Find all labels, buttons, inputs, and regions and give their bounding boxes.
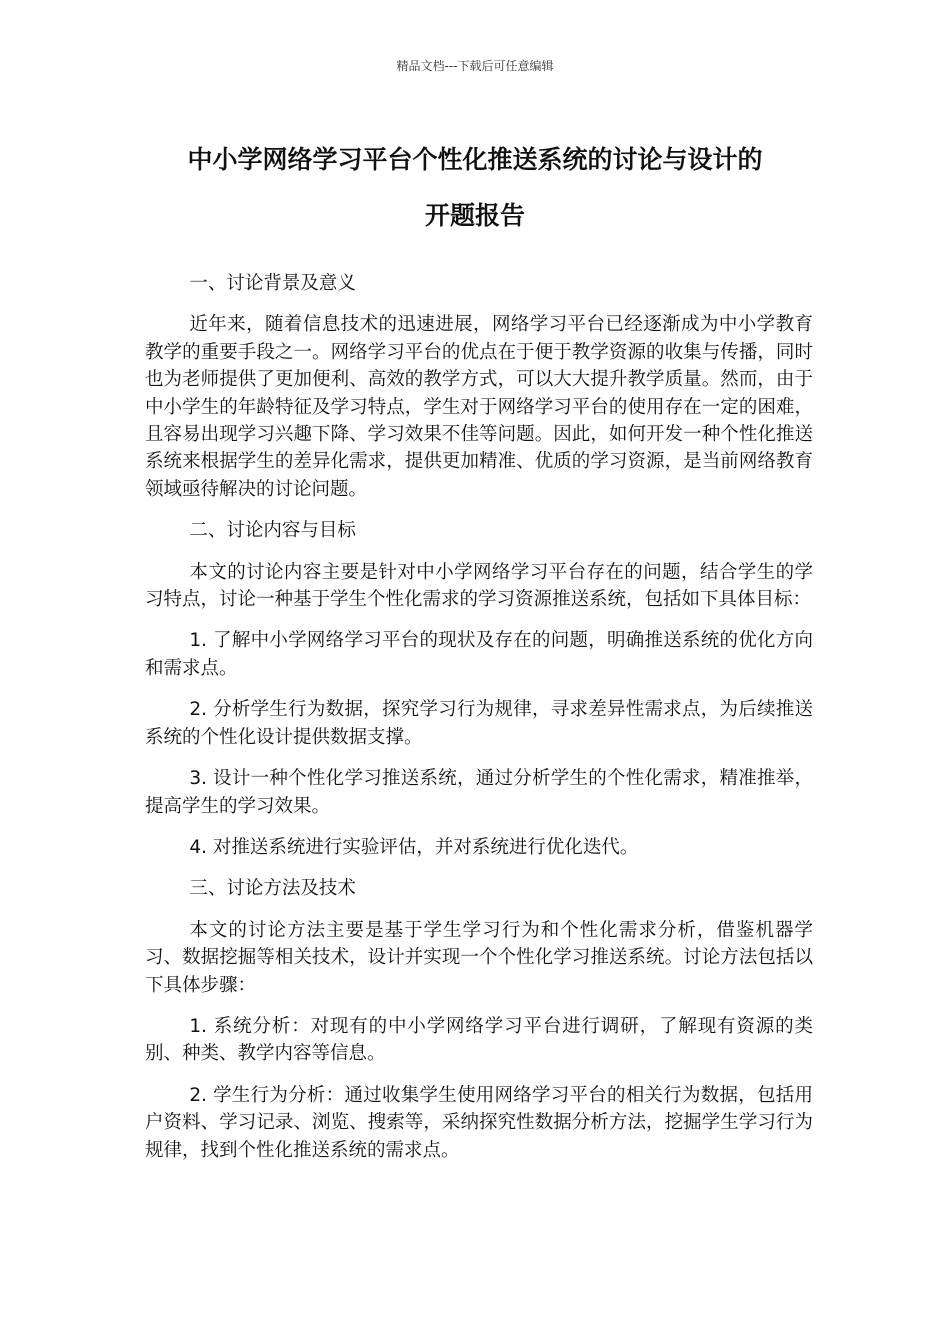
paragraph-content-intro: 本文的讨论内容主要是针对中小学网络学习平台存在的问题，结合学生的学习特点，讨论一种基于学生个性化需求的学习资源推送系统，包括如下具体目标： xyxy=(145,561,813,611)
goal-item-2: 2. 分析学生行为数据，探究学习行为规律，寻求差异性需求点，为后续推送系统的个性化设计提供数据支撑。 xyxy=(145,699,813,748)
goal-item-4: 4. 对推送系统进行实验评估，并对系统进行优化迭代。 xyxy=(189,836,639,858)
paragraph-background: 近年来，随着信息技术的迅速进展，网络学习平台已经逐渐成为中小学教育教学的重要手段之一。网络学习平台的优点在于便于教学资源的收集与传播，同时也为老师提供了更加便利、高效的教学方式，可以大大提升教学质量。然而，由于中小学生的年龄特征及学习特点，学生对于网络学习平台的使用存在一定的困难，且容易出现学习兴趣下降、学习效果不佳等问题。因此，如何开发一种个性化推送系统来根据学生的差异化需求，提供更加精准、优质的学习资源，是当前网络教育领域亟待解决的讨论问题。 xyxy=(145,314,813,500)
document-body xyxy=(145,270,813,1178)
section-heading-methods: 三、讨论方法及技术 xyxy=(189,878,356,900)
method-step-2: 2. 学生行为分析：通过收集学生使用网络学习平台的相关行为数据，包括用户资料、学习记录、浏览、搜索等，采纳探究性数据分析方法，挖掘学生学习行为规律，找到个性化推送系统的需求点。 xyxy=(145,1084,813,1161)
page-header-note: 精品文档---下载后可任意编辑 xyxy=(396,59,554,73)
paragraph-methods-intro: 本文的讨论方法主要是基于学生学习行为和个性化需求分析，借鉴机器学习、数据挖掘等相关技术，设计并实现一个个性化学习推送系统。讨论方法包括以下具体步骤： xyxy=(145,919,813,996)
method-step-1: 1. 系统分析：对现有的中小学网络学习平台进行调研，了解现有资源的类别、种类、教学内容等信息。 xyxy=(145,1015,813,1065)
goal-item-3: 3. 设计一种个性化学习推送系统，通过分析学生的个性化需求，精准推举，提高学生的学习效果。 xyxy=(145,768,813,817)
goal-item-1: 1. 了解中小学网络学习平台的现状及存在的问题，明确推送系统的优化方向和需求点。 xyxy=(145,630,813,679)
section-heading-background: 一、讨论背景及意义 xyxy=(189,273,356,294)
section-heading-content-goals: 二、讨论内容与目标 xyxy=(189,520,356,542)
document-title-line-1: 中小学网络学习平台个性化推送系统的讨论与设计的 xyxy=(187,145,763,174)
document-title-line-2: 开题报告 xyxy=(424,201,525,230)
